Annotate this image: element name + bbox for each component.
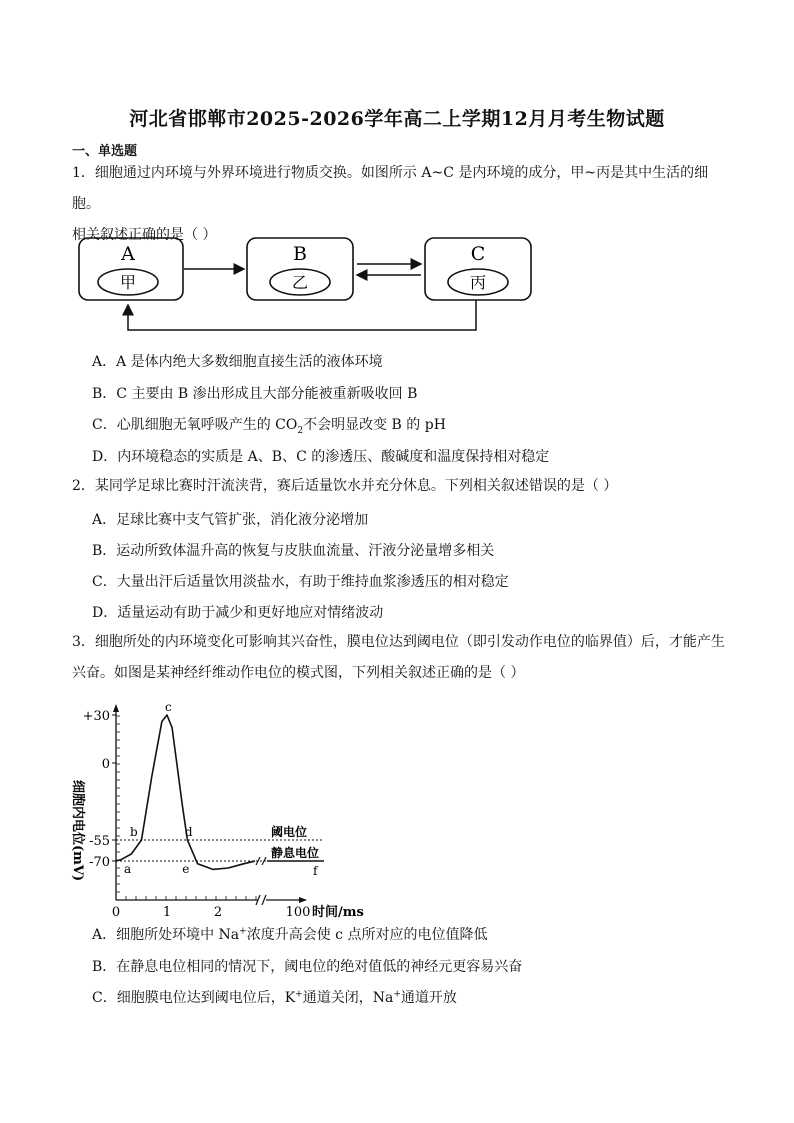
- q3-option-c-middle: 通道关闭，Na: [302, 990, 394, 1006]
- q3-option-c: [92, 987, 457, 1007]
- question-3-line-2: 兴奋。如图是某神经纤维动作电位的模式图，下列相关叙述正确的是（ ）: [72, 665, 525, 681]
- action-potential-chart: [66, 700, 366, 920]
- q2-option-b: B．运动所致体温升高的恢复与皮肤血流量、汗液分泌量增多相关: [92, 543, 495, 559]
- x-tick-label: 0: [111, 905, 121, 920]
- x-axis-break-mark: [262, 895, 266, 905]
- q1-option-d: D．内环境稳态的实质是 A、B、C 的渗透压、酸碱度和温度保持相对稳定: [92, 449, 550, 465]
- x-tick-label: 2: [213, 905, 223, 920]
- reference-line-label: 静息电位: [271, 846, 320, 860]
- q2-option-a: A．足球比赛中支气管扩张，消化液分泌增加: [92, 512, 369, 528]
- y-axis-arrow: [113, 704, 119, 712]
- point-label: d: [184, 825, 193, 839]
- q2-option-c: C．大量出汗后适量饮用淡盐水，有助于维持血浆渗透压的相对稳定: [92, 574, 509, 590]
- q3-option-a-text: A．细胞所处环境中 Na: [92, 927, 240, 943]
- arrow-c-to-a: [128, 300, 476, 330]
- question-1-line-1: 1．细胞通过内环境与外界环境进行物质交换。如图所示 A~C 是内环境的成分，甲~丙是其中生活的细胞。: [72, 165, 709, 212]
- q3-option-c-superscript-k: +: [295, 989, 303, 1000]
- reference-line-label: 阈电位: [271, 825, 308, 839]
- q1-option-c-text: C．心肌细胞无氧呼吸产生的 CO: [92, 417, 298, 433]
- y-tick-label: -55: [89, 834, 110, 849]
- potential-curve: [116, 715, 255, 869]
- q1-option-c-subscript: 2: [297, 425, 304, 436]
- question-3-line-1: 3．细胞所处的内环境变化可影响其兴奋性，膜电位达到阈电位（即引发动作电位的临界值）后，才能产生: [72, 634, 725, 650]
- q3-option-b: B．在静息电位相同的情况下，阈电位的绝对值低的神经元更容易兴奋: [92, 959, 523, 975]
- cell-b-label: 乙: [291, 273, 309, 292]
- q3-option-a-rest: 浓度升高会使 c 点所对应的电位值降低: [246, 927, 488, 943]
- box-c-label: C: [470, 243, 486, 265]
- environment-diagram: [76, 232, 536, 336]
- y-tick-label: -70: [89, 855, 110, 870]
- section-heading: 一、单选题: [72, 144, 138, 159]
- x-axis-label: 时间/ms: [312, 905, 364, 920]
- q2-option-d: D．适量运动有助于减少和更好地应对情绪波动: [92, 605, 384, 621]
- q1-option-c: [92, 414, 446, 436]
- q3-option-c-superscript-na: +: [393, 989, 401, 1000]
- q3-option-a: [92, 924, 487, 944]
- q1-option-c-rest: 不会明显改变 B 的 pH: [303, 417, 446, 433]
- question-1-line-2: 相关叙述正确的是（ ）: [72, 227, 217, 243]
- point-label: b: [130, 825, 138, 839]
- q1-option-a: A．A 是体内绝大多数细胞直接生活的液体环境: [92, 354, 383, 370]
- box-b-label: B: [293, 243, 307, 265]
- question-2-stem: 2．某同学足球比赛时汗流浃背，赛后适量饮水并充分休息。下列相关叙述错误的是（ ）: [72, 478, 618, 494]
- point-label: f: [313, 864, 318, 878]
- chart-axes: [70, 704, 364, 920]
- y-tick-label: +30: [82, 709, 110, 724]
- x-axis-arrow: [299, 897, 307, 903]
- q1-option-b: B．C 主要由 B 渗出形成且大部分能被重新吸收回 B: [92, 386, 418, 402]
- x-tick-label: 1: [162, 905, 172, 920]
- chart-reference-lines: [116, 824, 324, 861]
- box-a-label: A: [121, 243, 135, 265]
- page-title: 河北省邯郸市2025-2026学年高二上学期12月月考生物试题: [129, 108, 665, 130]
- cell-a-label: 甲: [119, 273, 137, 292]
- q3-option-a-superscript: +: [239, 926, 247, 937]
- y-axis-label: 细胞内电位(mV): [70, 780, 85, 882]
- q3-option-c-text: C．细胞膜电位达到阈电位后，K: [92, 990, 296, 1006]
- question-3-stem: [72, 627, 732, 689]
- point-label: c: [165, 700, 172, 714]
- point-label: e: [182, 862, 190, 876]
- q3-option-c-rest: 通道开放: [400, 990, 457, 1006]
- y-tick-label: 0: [101, 757, 110, 772]
- x-tick-label: 100: [285, 905, 311, 920]
- point-label: a: [124, 862, 132, 876]
- cell-c-label: 丙: [469, 273, 487, 292]
